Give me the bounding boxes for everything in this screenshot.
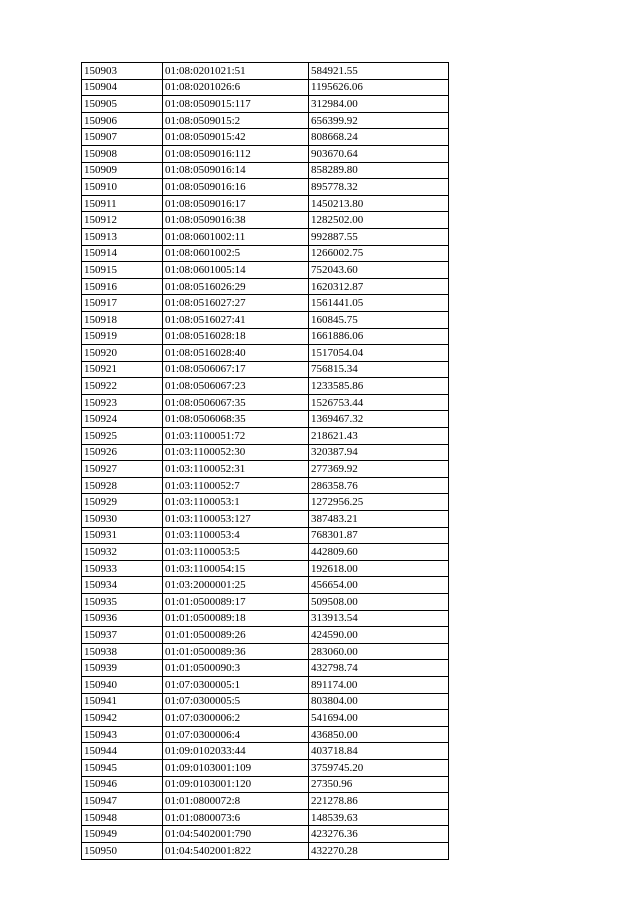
value-cell: 403718.84 xyxy=(309,743,449,760)
row-id-cell: 150928 xyxy=(82,477,163,494)
cadastral-number-cell: 01:03:1100053:127 xyxy=(163,511,309,528)
row-id-cell: 150914 xyxy=(82,245,163,262)
value-cell: 313913.54 xyxy=(309,610,449,627)
table-row xyxy=(82,511,449,528)
table-row xyxy=(82,411,449,428)
cadastral-number-cell: 01:01:0800072:8 xyxy=(163,793,309,810)
cadastral-number-cell: 01:08:0509016:38 xyxy=(163,212,309,229)
cadastral-number-cell: 01:01:0500089:26 xyxy=(163,627,309,644)
table-row xyxy=(82,278,449,295)
value-cell: 442809.60 xyxy=(309,544,449,561)
value-cell: 218621.43 xyxy=(309,428,449,445)
row-id-cell: 150925 xyxy=(82,428,163,445)
cadastral-number-cell: 01:03:1100051:72 xyxy=(163,428,309,445)
value-cell: 160845.75 xyxy=(309,311,449,328)
row-id-cell: 150927 xyxy=(82,461,163,478)
row-id-cell: 150932 xyxy=(82,544,163,561)
value-cell: 192618.00 xyxy=(309,560,449,577)
table-row xyxy=(82,245,449,262)
table-row xyxy=(82,228,449,245)
value-cell: 1526753.44 xyxy=(309,394,449,411)
row-id-cell: 150909 xyxy=(82,162,163,179)
row-id-cell: 150913 xyxy=(82,228,163,245)
value-cell: 1620312.87 xyxy=(309,278,449,295)
row-id-cell: 150936 xyxy=(82,610,163,627)
row-id-cell: 150941 xyxy=(82,693,163,710)
table-row xyxy=(82,676,449,693)
table-row xyxy=(82,544,449,561)
cadastral-number-cell: 01:08:0509016:14 xyxy=(163,162,309,179)
table-row xyxy=(82,129,449,146)
table-row xyxy=(82,809,449,826)
value-cell: 27350.96 xyxy=(309,776,449,793)
value-cell: 584921.55 xyxy=(309,63,449,80)
cadastral-number-cell: 01:08:0509015:117 xyxy=(163,96,309,113)
cadastral-number-cell: 01:03:1100052:31 xyxy=(163,461,309,478)
value-cell: 432798.74 xyxy=(309,660,449,677)
cadastral-number-cell: 01:03:1100053:1 xyxy=(163,494,309,511)
cadastral-number-cell: 01:08:0506067:35 xyxy=(163,394,309,411)
row-id-cell: 150924 xyxy=(82,411,163,428)
value-cell: 1272956.25 xyxy=(309,494,449,511)
table-row xyxy=(82,378,449,395)
cadastral-number-cell: 01:08:0509016:17 xyxy=(163,195,309,212)
value-cell: 148539.63 xyxy=(309,809,449,826)
row-id-cell: 150915 xyxy=(82,262,163,279)
value-cell: 756815.34 xyxy=(309,361,449,378)
row-id-cell: 150939 xyxy=(82,660,163,677)
table-row xyxy=(82,79,449,96)
row-id-cell: 150908 xyxy=(82,145,163,162)
cadastral-number-cell: 01:03:1100052:7 xyxy=(163,477,309,494)
cadastral-number-cell: 01:04:5402001:790 xyxy=(163,826,309,843)
row-id-cell: 150921 xyxy=(82,361,163,378)
cadastral-number-cell: 01:08:0516026:29 xyxy=(163,278,309,295)
row-id-cell: 150912 xyxy=(82,212,163,229)
table-row xyxy=(82,826,449,843)
cadastral-number-cell: 01:09:0102033:44 xyxy=(163,743,309,760)
row-id-cell: 150950 xyxy=(82,842,163,859)
value-cell: 387483.21 xyxy=(309,511,449,528)
row-id-cell: 150935 xyxy=(82,594,163,611)
row-id-cell: 150934 xyxy=(82,577,163,594)
table-row xyxy=(82,842,449,859)
value-cell: 436850.00 xyxy=(309,726,449,743)
cadastral-number-cell: 01:09:0103001:109 xyxy=(163,759,309,776)
cadastral-number-cell: 01:01:0500089:18 xyxy=(163,610,309,627)
table-row xyxy=(82,328,449,345)
table-row xyxy=(82,759,449,776)
table-row xyxy=(82,643,449,660)
cadastral-number-cell: 01:03:1100054:15 xyxy=(163,560,309,577)
value-cell: 423276.36 xyxy=(309,826,449,843)
value-cell: 541694.00 xyxy=(309,710,449,727)
cadastral-number-cell: 01:03:1100053:5 xyxy=(163,544,309,561)
table-row xyxy=(82,428,449,445)
table-row xyxy=(82,793,449,810)
cadastral-number-cell: 01:01:0800073:6 xyxy=(163,809,309,826)
row-id-cell: 150926 xyxy=(82,444,163,461)
value-cell: 1233585.86 xyxy=(309,378,449,395)
value-cell: 509508.00 xyxy=(309,594,449,611)
value-cell: 1450213.80 xyxy=(309,195,449,212)
value-cell: 286358.76 xyxy=(309,477,449,494)
cadastral-number-cell: 01:08:0516027:41 xyxy=(163,311,309,328)
table-row xyxy=(82,627,449,644)
table-row xyxy=(82,710,449,727)
table-row xyxy=(82,494,449,511)
table-row xyxy=(82,693,449,710)
row-id-cell: 150919 xyxy=(82,328,163,345)
cadastral-number-cell: 01:07:0300005:5 xyxy=(163,693,309,710)
value-cell: 656399.92 xyxy=(309,112,449,129)
data-table xyxy=(81,62,449,860)
value-cell: 803804.00 xyxy=(309,693,449,710)
table-row xyxy=(82,660,449,677)
table-row xyxy=(82,162,449,179)
value-cell: 768301.87 xyxy=(309,527,449,544)
table-row xyxy=(82,577,449,594)
value-cell: 752043.60 xyxy=(309,262,449,279)
table-row xyxy=(82,179,449,196)
cadastral-number-cell: 01:08:0506067:17 xyxy=(163,361,309,378)
value-cell: 1561441.05 xyxy=(309,295,449,312)
row-id-cell: 150931 xyxy=(82,527,163,544)
cadastral-number-cell: 01:01:0500090:3 xyxy=(163,660,309,677)
table-row xyxy=(82,262,449,279)
value-cell: 1282502.00 xyxy=(309,212,449,229)
table-row xyxy=(82,345,449,362)
table-row xyxy=(82,594,449,611)
table-row xyxy=(82,63,449,80)
row-id-cell: 150929 xyxy=(82,494,163,511)
table-row xyxy=(82,444,449,461)
value-cell: 895778.32 xyxy=(309,179,449,196)
table-row xyxy=(82,112,449,129)
value-cell: 320387.94 xyxy=(309,444,449,461)
table-body xyxy=(82,63,449,860)
table-row xyxy=(82,610,449,627)
table-row xyxy=(82,477,449,494)
cadastral-number-cell: 01:01:0500089:36 xyxy=(163,643,309,660)
row-id-cell: 150944 xyxy=(82,743,163,760)
row-id-cell: 150937 xyxy=(82,627,163,644)
cadastral-number-cell: 01:08:0601002:5 xyxy=(163,245,309,262)
row-id-cell: 150907 xyxy=(82,129,163,146)
value-cell: 1517054.04 xyxy=(309,345,449,362)
row-id-cell: 150918 xyxy=(82,311,163,328)
row-id-cell: 150905 xyxy=(82,96,163,113)
value-cell: 903670.64 xyxy=(309,145,449,162)
cadastral-number-cell: 01:08:0509016:112 xyxy=(163,145,309,162)
cadastral-number-cell: 01:08:0601005:14 xyxy=(163,262,309,279)
value-cell: 3759745.20 xyxy=(309,759,449,776)
cadastral-number-cell: 01:07:0300006:2 xyxy=(163,710,309,727)
cadastral-number-cell: 01:08:0516027:27 xyxy=(163,295,309,312)
cadastral-number-cell: 01:08:0506068:35 xyxy=(163,411,309,428)
row-id-cell: 150904 xyxy=(82,79,163,96)
cadastral-number-cell: 01:03:2000001:25 xyxy=(163,577,309,594)
row-id-cell: 150946 xyxy=(82,776,163,793)
value-cell: 312984.00 xyxy=(309,96,449,113)
row-id-cell: 150940 xyxy=(82,676,163,693)
row-id-cell: 150910 xyxy=(82,179,163,196)
table-row xyxy=(82,361,449,378)
cadastral-number-cell: 01:01:0500089:17 xyxy=(163,594,309,611)
value-cell: 424590.00 xyxy=(309,627,449,644)
value-cell: 432270.28 xyxy=(309,842,449,859)
value-cell: 1266002.75 xyxy=(309,245,449,262)
value-cell: 1195626.06 xyxy=(309,79,449,96)
table-row xyxy=(82,96,449,113)
row-id-cell: 150923 xyxy=(82,394,163,411)
value-cell: 221278.86 xyxy=(309,793,449,810)
value-cell: 808668.24 xyxy=(309,129,449,146)
row-id-cell: 150947 xyxy=(82,793,163,810)
value-cell: 1369467.32 xyxy=(309,411,449,428)
row-id-cell: 150933 xyxy=(82,560,163,577)
cadastral-number-cell: 01:08:0509016:16 xyxy=(163,179,309,196)
table-row xyxy=(82,461,449,478)
row-id-cell: 150906 xyxy=(82,112,163,129)
row-id-cell: 150911 xyxy=(82,195,163,212)
row-id-cell: 150922 xyxy=(82,378,163,395)
row-id-cell: 150920 xyxy=(82,345,163,362)
table-row xyxy=(82,743,449,760)
cadastral-number-cell: 01:03:1100053:4 xyxy=(163,527,309,544)
row-id-cell: 150948 xyxy=(82,809,163,826)
cadastral-number-cell: 01:04:5402001:822 xyxy=(163,842,309,859)
table-row xyxy=(82,195,449,212)
cadastral-number-cell: 01:07:0300005:1 xyxy=(163,676,309,693)
row-id-cell: 150949 xyxy=(82,826,163,843)
cadastral-number-cell: 01:09:0103001:120 xyxy=(163,776,309,793)
cadastral-number-cell: 01:08:0516028:40 xyxy=(163,345,309,362)
table-row xyxy=(82,527,449,544)
cadastral-number-cell: 01:08:0201021:51 xyxy=(163,63,309,80)
cadastral-number-cell: 01:08:0601002:11 xyxy=(163,228,309,245)
cadastral-number-cell: 01:08:0509015:42 xyxy=(163,129,309,146)
table-row xyxy=(82,212,449,229)
row-id-cell: 150903 xyxy=(82,63,163,80)
value-cell: 277369.92 xyxy=(309,461,449,478)
cadastral-number-cell: 01:08:0506067:23 xyxy=(163,378,309,395)
value-cell: 891174.00 xyxy=(309,676,449,693)
table-row xyxy=(82,394,449,411)
cadastral-number-cell: 01:08:0516028:18 xyxy=(163,328,309,345)
row-id-cell: 150945 xyxy=(82,759,163,776)
cadastral-number-cell: 01:08:0509015:2 xyxy=(163,112,309,129)
row-id-cell: 150930 xyxy=(82,511,163,528)
cadastral-number-cell: 01:08:0201026:6 xyxy=(163,79,309,96)
row-id-cell: 150938 xyxy=(82,643,163,660)
value-cell: 992887.55 xyxy=(309,228,449,245)
row-id-cell: 150943 xyxy=(82,726,163,743)
cadastral-number-cell: 01:07:0300006:4 xyxy=(163,726,309,743)
value-cell: 1661886.06 xyxy=(309,328,449,345)
cadastral-number-cell: 01:03:1100052:30 xyxy=(163,444,309,461)
value-cell: 456654.00 xyxy=(309,577,449,594)
table-row xyxy=(82,726,449,743)
table-row xyxy=(82,560,449,577)
row-id-cell: 150942 xyxy=(82,710,163,727)
row-id-cell: 150917 xyxy=(82,295,163,312)
value-cell: 858289.80 xyxy=(309,162,449,179)
table-row xyxy=(82,776,449,793)
table-row xyxy=(82,145,449,162)
table-row xyxy=(82,311,449,328)
row-id-cell: 150916 xyxy=(82,278,163,295)
value-cell: 283060.00 xyxy=(309,643,449,660)
table-row xyxy=(82,295,449,312)
